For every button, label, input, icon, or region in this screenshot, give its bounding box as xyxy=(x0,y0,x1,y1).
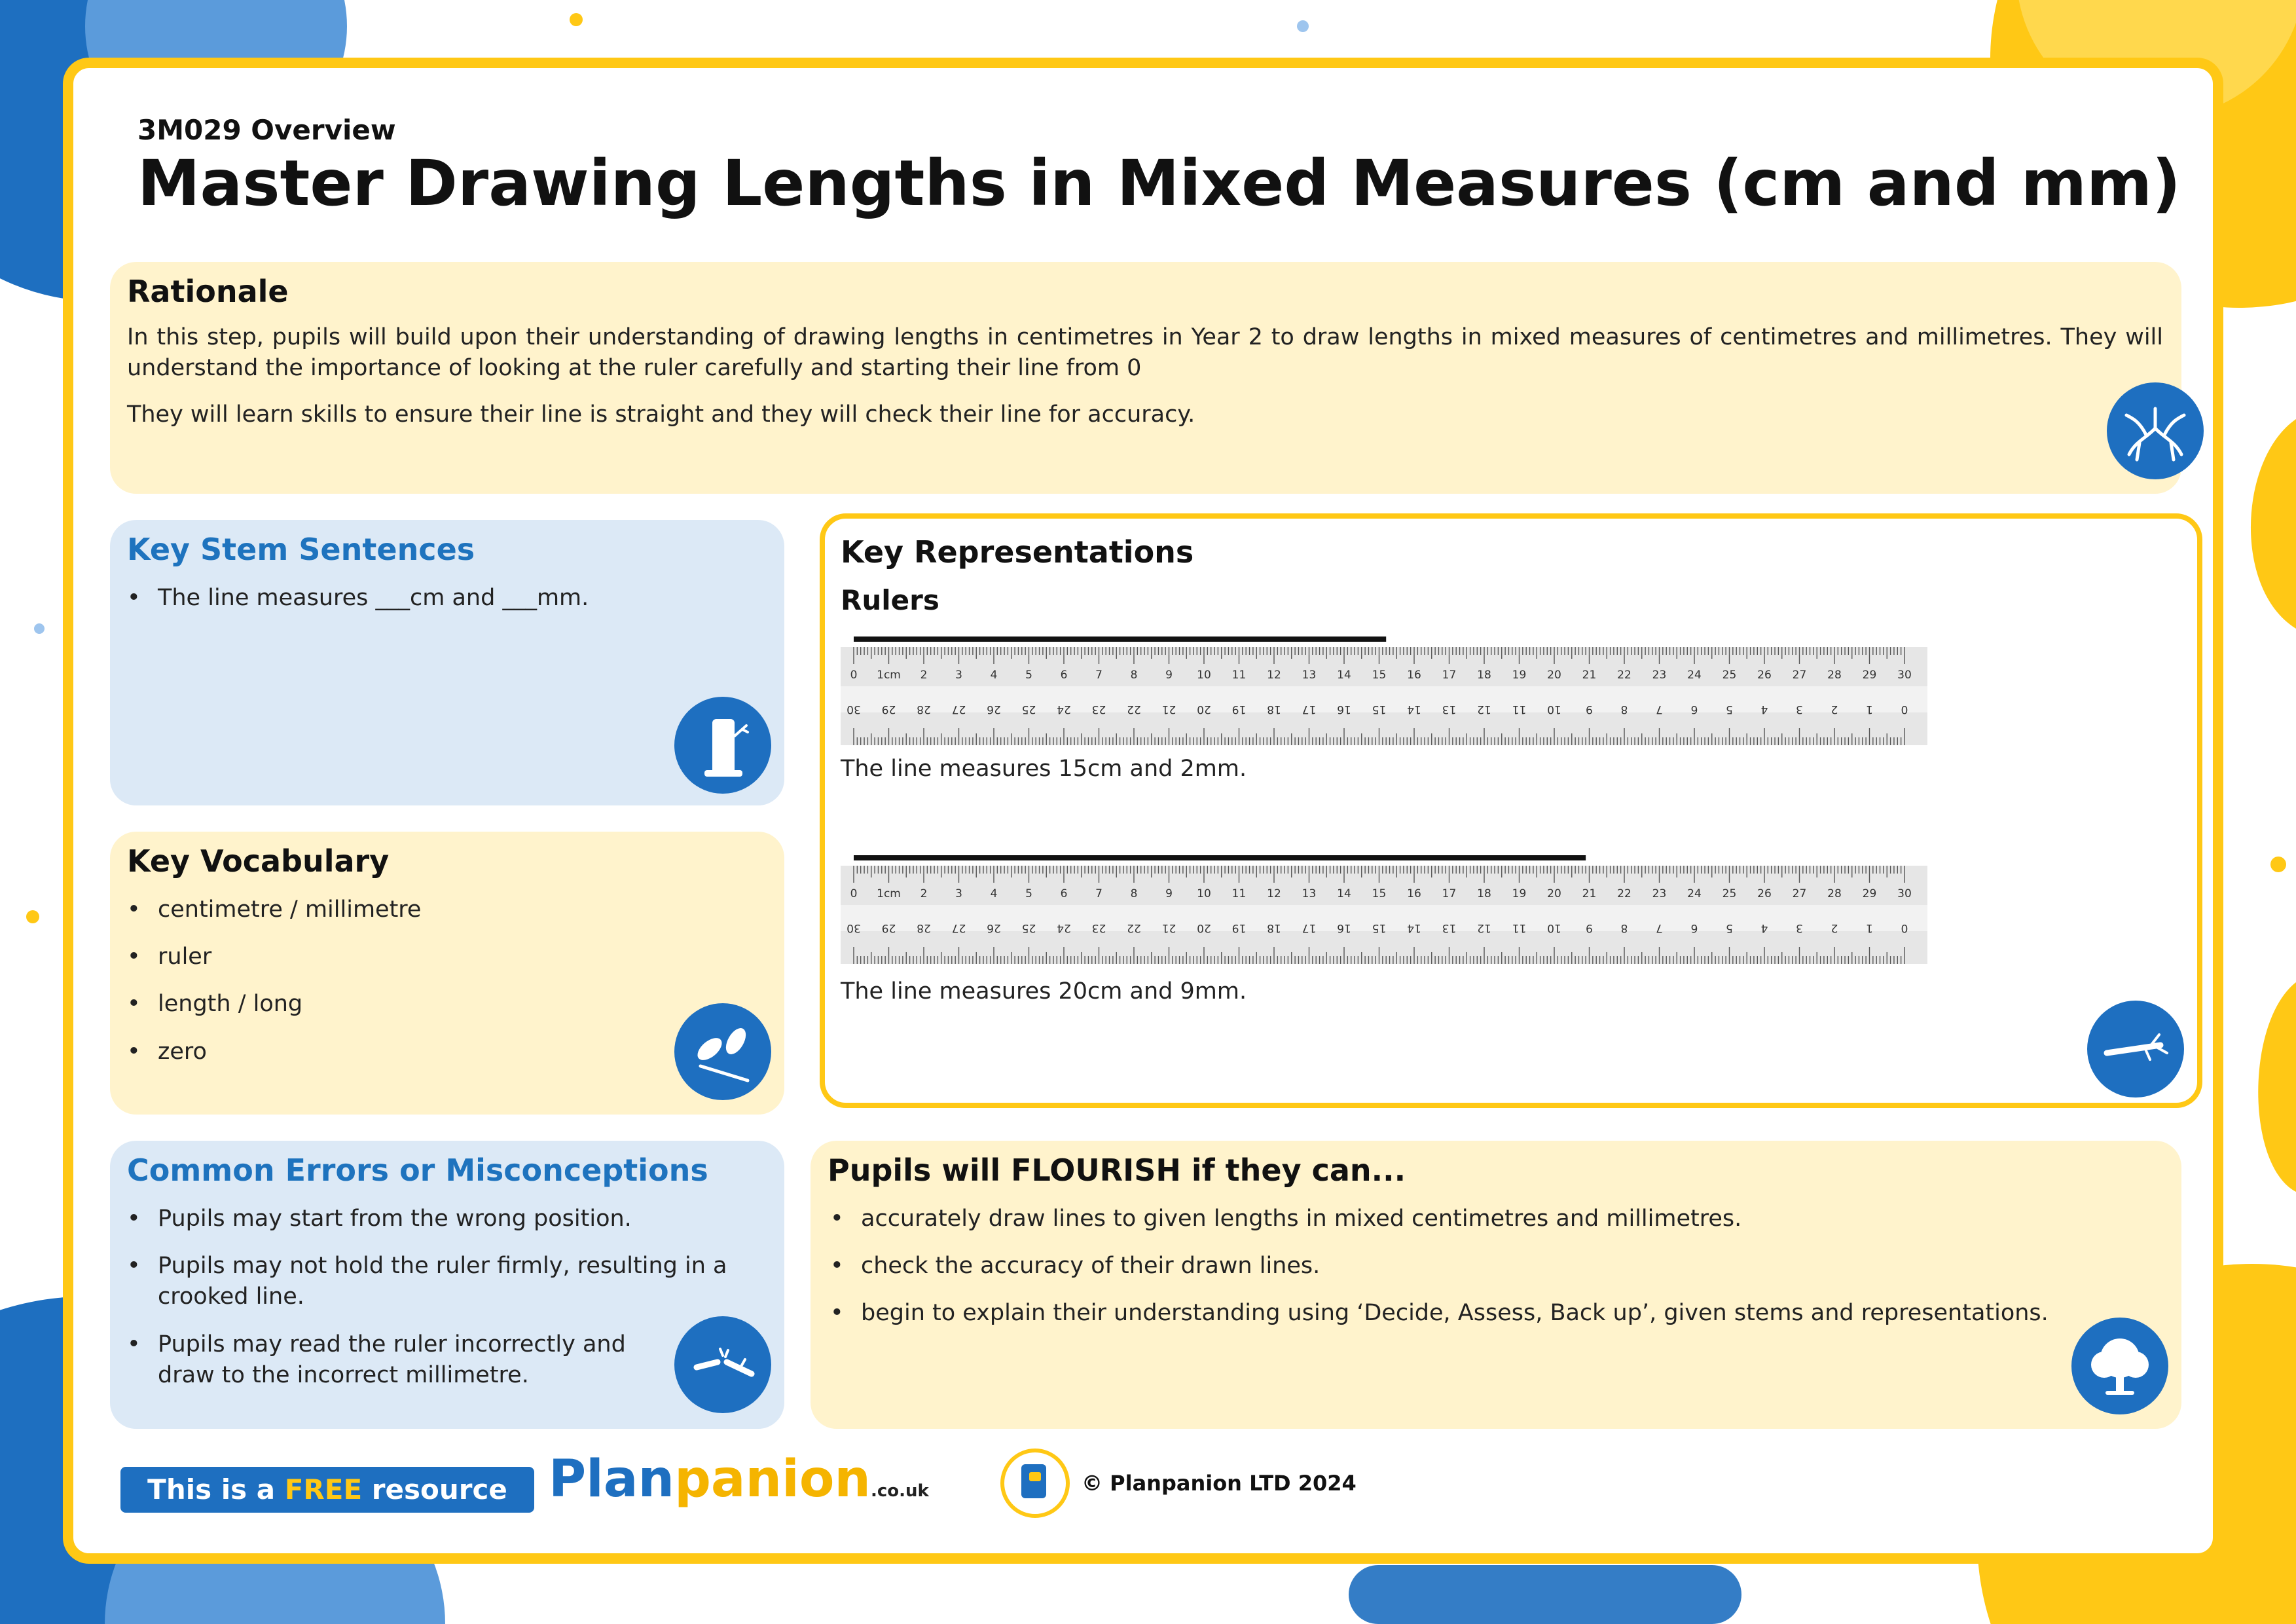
ruler-label-top: 12 xyxy=(1267,669,1281,682)
ruler-label-bottom: 0 xyxy=(1901,921,1908,934)
ruler-label-top: 13 xyxy=(1302,669,1317,682)
ruler-label-bottom: 17 xyxy=(1302,921,1317,934)
oak-tree-icon xyxy=(2071,1318,2168,1414)
ruler-label-top: 27 xyxy=(1792,887,1807,900)
ruler-label-bottom: 15 xyxy=(1372,921,1387,934)
ruler-label-bottom: 8 xyxy=(1620,921,1628,934)
banner-free: FREE xyxy=(284,1473,363,1505)
ruler-label-bottom: 23 xyxy=(1091,921,1106,934)
ruler-label-top: 15 xyxy=(1372,669,1387,682)
ruler-label-top: 3 xyxy=(955,887,962,900)
ruler-label-bottom: 6 xyxy=(1690,703,1698,716)
ruler-label-bottom: 3 xyxy=(1796,703,1803,716)
ruler-label-top: 12 xyxy=(1267,887,1281,900)
ruler-label-bottom: 4 xyxy=(1760,921,1768,934)
errors-panel xyxy=(110,1141,784,1429)
page-title: Master Drawing Lengths in Mixed Measures (cm and mm) xyxy=(137,147,2181,220)
ruler-label-top: 16 xyxy=(1407,669,1421,682)
ruler-label-top: 26 xyxy=(1757,887,1772,900)
ruler-label-top: 26 xyxy=(1757,669,1772,682)
ruler-label-top: 24 xyxy=(1687,887,1702,900)
ruler-label-top: 30 xyxy=(1897,887,1912,900)
ruler-label-bottom: 26 xyxy=(987,921,1001,934)
ruler-label-top: 16 xyxy=(1407,887,1421,900)
ruler-label-top: 21 xyxy=(1582,669,1597,682)
flourish-item: • check the accuracy of their drawn lines. xyxy=(830,1251,2105,1282)
ruler-label-top: 19 xyxy=(1512,887,1527,900)
ruler-label-top: 5 xyxy=(1025,669,1032,682)
ruler-label-top: 0 xyxy=(850,887,858,900)
ruler-label-bottom: 29 xyxy=(881,703,896,716)
ruler-label-bottom: 28 xyxy=(917,921,931,934)
ruler-label-bottom: 20 xyxy=(1197,703,1211,716)
ruler-label-top: 4 xyxy=(990,669,998,682)
ruler-label-top: 0 xyxy=(850,669,858,682)
ruler-label-top: 21 xyxy=(1582,887,1597,900)
error-item: • Pupils may not hold the ruler firmly, resulting in a crooked line. xyxy=(127,1251,747,1312)
ruler-label-top: 15 xyxy=(1372,887,1387,900)
ruler-label-top: 19 xyxy=(1512,669,1527,682)
vocab-item: • zero xyxy=(127,1037,747,1067)
ruler-label-top: 8 xyxy=(1130,887,1138,900)
ruler-label-top: 7 xyxy=(1095,669,1102,682)
ruler-label-bottom: 28 xyxy=(917,703,931,716)
ruler-label-bottom: 3 xyxy=(1796,921,1803,934)
ruler-label-bottom: 19 xyxy=(1231,921,1247,934)
roots-icon xyxy=(2107,382,2204,479)
overview-card xyxy=(63,58,2223,1564)
ruler-label-top: 10 xyxy=(1197,887,1211,900)
ruler-label-bottom: 4 xyxy=(1760,703,1768,716)
ruler-label-bottom: 19 xyxy=(1231,703,1247,716)
ruler-label-top: 30 xyxy=(1897,669,1912,682)
ruler-caption: The line measures 15cm and 2mm. xyxy=(841,756,1247,782)
ruler-label-bottom: 1 xyxy=(1866,703,1873,716)
stem-heading: Key Stem Sentences xyxy=(127,532,475,567)
ruler-label-bottom: 21 xyxy=(1161,921,1176,934)
ruler-label-top: 14 xyxy=(1337,887,1351,900)
vocab-item: • length / long xyxy=(127,989,747,1020)
free-resource-banner xyxy=(120,1467,534,1551)
ruler-label-bottom: 11 xyxy=(1512,703,1527,716)
ruler-label-bottom: 2 xyxy=(1831,703,1838,716)
ruler-label-top: 1cm xyxy=(877,887,901,900)
ruler-label-top: 20 xyxy=(1547,669,1561,682)
flourish-heading: Pupils will FLOURISH if they can... xyxy=(828,1153,1406,1188)
ruler-label-top: 13 xyxy=(1302,887,1317,900)
ruler-label-bottom: 12 xyxy=(1477,921,1491,934)
vocab-panel xyxy=(110,832,784,1115)
ruler-label-bottom: 5 xyxy=(1726,703,1733,716)
ruler-label-bottom: 23 xyxy=(1091,703,1106,716)
representations-heading: Key Representations xyxy=(841,534,1194,570)
ruler-label-bottom: 14 xyxy=(1407,921,1421,934)
ruler-label-bottom: 7 xyxy=(1656,703,1663,716)
rationale-heading: Rationale xyxy=(127,274,289,309)
banner-suffix: resource from xyxy=(291,1473,507,1551)
ruler-caption: The line measures 20cm and 9mm. xyxy=(841,978,1247,1005)
ruler-label-top: 7 xyxy=(1095,887,1102,900)
branch-icon xyxy=(2087,1001,2184,1098)
ruler-label-bottom: 18 xyxy=(1267,703,1281,716)
ruler-label-top: 22 xyxy=(1617,887,1631,900)
representations-panel xyxy=(820,513,2202,1108)
planpanion-p-icon xyxy=(1000,1449,1070,1518)
ruler-label-top: 9 xyxy=(1165,669,1173,682)
ruler-label-bottom: 27 xyxy=(951,703,966,716)
ruler-label-bottom: 13 xyxy=(1442,921,1457,934)
ruler-label-bottom: 16 xyxy=(1337,703,1351,716)
ruler-label-bottom: 21 xyxy=(1161,703,1176,716)
error-item: • Pupils may start from the wrong position. xyxy=(127,1204,747,1234)
ruler-label-top: 6 xyxy=(1060,669,1068,682)
ruler-label-top: 17 xyxy=(1442,669,1457,682)
rationale-panel xyxy=(110,262,2181,494)
error-item: • Pupils may read the ruler incorrectly and draw to the incorrect millimetre. xyxy=(127,1329,668,1391)
vocab-item: • ruler xyxy=(127,942,747,972)
ruler-label-bottom: 0 xyxy=(1901,703,1908,716)
ruler-label-top: 9 xyxy=(1165,887,1173,900)
ruler-label-top: 3 xyxy=(955,669,962,682)
ruler-label-top: 28 xyxy=(1827,669,1842,682)
copyright: © Planpanion LTD 2024 xyxy=(1082,1471,1357,1496)
ruler-label-bottom: 17 xyxy=(1302,703,1317,716)
ruler-label-top: 18 xyxy=(1477,669,1491,682)
ruler-label-bottom: 13 xyxy=(1442,703,1457,716)
ruler-label-top: 17 xyxy=(1442,887,1457,900)
banner-prefix: This is a xyxy=(147,1473,285,1505)
ruler-label-bottom: 27 xyxy=(951,921,966,934)
ruler-label-bottom: 24 xyxy=(1057,703,1071,716)
flourish-item: • accurately draw lines to given lengths in mixed centimetres and millimetres. xyxy=(830,1204,2105,1234)
ruler-label-top: 4 xyxy=(990,887,998,900)
overview-code: 3M029 Overview xyxy=(137,114,396,146)
ruler-label-top: 2 xyxy=(920,887,928,900)
ruler-label-bottom: 1 xyxy=(1866,921,1873,934)
flourish-panel xyxy=(811,1141,2181,1429)
stem-panel xyxy=(110,520,784,805)
ruler-label-bottom: 30 xyxy=(847,921,861,934)
ruler-label-top: 29 xyxy=(1862,669,1877,682)
ruler-label-top: 10 xyxy=(1197,669,1211,682)
ruler-label-bottom: 15 xyxy=(1372,703,1387,716)
stem-item: • The line measures ___cm and ___mm. xyxy=(127,583,747,614)
ruler-label-top: 25 xyxy=(1722,887,1737,900)
ruler-label-bottom: 2 xyxy=(1831,921,1838,934)
ruler-label-top: 25 xyxy=(1722,669,1737,682)
leaf-sprig-icon xyxy=(674,1003,771,1100)
tree-stump-icon xyxy=(674,697,771,794)
ruler-label-bottom: 8 xyxy=(1620,703,1628,716)
ruler-diagram xyxy=(841,853,1927,964)
errors-heading: Common Errors or Misconceptions xyxy=(127,1153,708,1188)
ruler-label-top: 28 xyxy=(1827,887,1842,900)
ruler-label-top: 23 xyxy=(1652,887,1667,900)
ruler-label-bottom: 30 xyxy=(847,703,861,716)
ruler-label-bottom: 20 xyxy=(1197,921,1211,934)
ruler-label-top: 27 xyxy=(1792,669,1807,682)
planpanion-logo[interactable] xyxy=(549,1450,929,1509)
ruler-label-bottom: 16 xyxy=(1337,921,1351,934)
ruler-label-top: 22 xyxy=(1617,669,1631,682)
ruler-label-top: 6 xyxy=(1060,887,1068,900)
rationale-paragraph-2: They will learn skills to ensure their line is straight and they will check their line for accuracy. xyxy=(127,401,1195,428)
ruler-label-top: 20 xyxy=(1547,887,1561,900)
ruler-label-top: 24 xyxy=(1687,669,1702,682)
ruler-label-bottom: 6 xyxy=(1690,921,1698,934)
vocab-heading: Key Vocabulary xyxy=(127,843,390,879)
broken-branch-icon xyxy=(674,1316,771,1413)
ruler-label-bottom: 10 xyxy=(1547,703,1561,716)
ruler-label-bottom: 5 xyxy=(1726,921,1733,934)
ruler-label-bottom: 29 xyxy=(881,921,896,934)
ruler-label-bottom: 26 xyxy=(987,703,1001,716)
ruler-label-top: 14 xyxy=(1337,669,1351,682)
ruler-label-bottom: 14 xyxy=(1407,703,1421,716)
ruler-label-bottom: 22 xyxy=(1127,703,1141,716)
ruler-label-top: 29 xyxy=(1862,887,1877,900)
ruler-label-top: 1cm xyxy=(877,669,901,682)
ruler-label-bottom: 25 xyxy=(1021,703,1036,716)
flourish-item: • begin to explain their understanding using ‘Decide, Assess, Back up’, given stems and representations. xyxy=(830,1298,2105,1329)
ruler-label-bottom: 18 xyxy=(1267,921,1281,934)
ruler-label-top: 11 xyxy=(1231,887,1247,900)
ruler-label-top: 2 xyxy=(920,669,928,682)
ruler-label-top: 18 xyxy=(1477,887,1491,900)
ruler-label-bottom: 7 xyxy=(1656,921,1663,934)
ruler-label-top: 8 xyxy=(1130,669,1138,682)
rulers-subheading: Rulers xyxy=(841,584,939,616)
ruler-label-bottom: 9 xyxy=(1586,921,1593,934)
ruler-label-bottom: 22 xyxy=(1127,921,1141,934)
ruler-label-bottom: 24 xyxy=(1057,921,1071,934)
ruler-label-bottom: 11 xyxy=(1512,921,1527,934)
ruler-diagram xyxy=(841,634,1927,745)
logo-domain: .co.uk xyxy=(870,1481,929,1501)
logo-part2: panion xyxy=(674,1450,871,1509)
ruler-label-bottom: 9 xyxy=(1586,703,1593,716)
rationale-paragraph-1: In this step, pupils will build upon their understanding of drawing lengths in centimetres in Year 2 to draw lengths in mixed measures of centimetres and millimetres. They will understand the importance of looking at the ruler carefully and starting their line from 0 xyxy=(127,324,2163,381)
ruler-label-bottom: 10 xyxy=(1547,921,1561,934)
ruler-label-bottom: 12 xyxy=(1477,703,1491,716)
ruler-label-top: 11 xyxy=(1231,669,1247,682)
ruler-label-bottom: 25 xyxy=(1021,921,1036,934)
vocab-item: • centimetre / millimetre xyxy=(127,895,747,925)
ruler-label-top: 5 xyxy=(1025,887,1032,900)
logo-part1: Plan xyxy=(549,1450,675,1509)
ruler-label-top: 23 xyxy=(1652,669,1667,682)
